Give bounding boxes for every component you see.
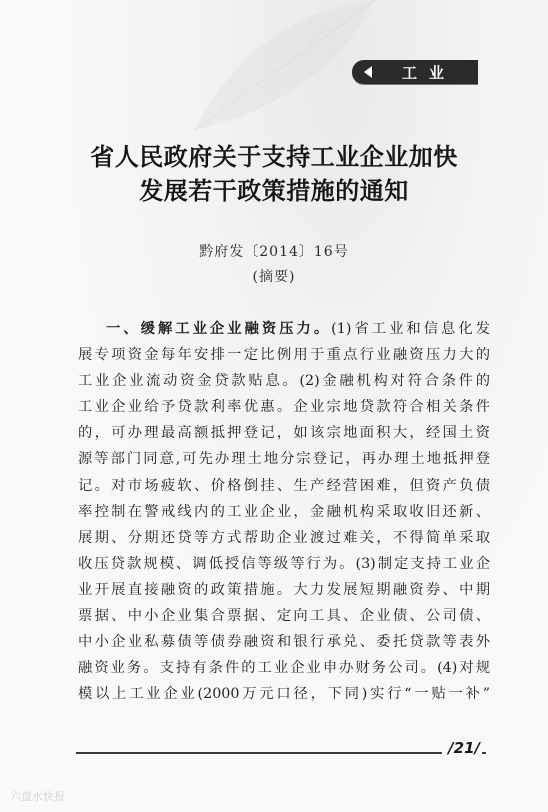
- body-line: 融资业务。支持有条件的工业企业申办财务公司。(4)对规: [78, 660, 490, 677]
- page-number: /21/: [442, 739, 482, 757]
- body-line: 模以上工业企业(2000万元口径，下同)实行“一贴一补”: [78, 686, 490, 703]
- body-line: 的，可办理最高额抵押登记，如该宗地面积大，经国土资: [78, 425, 490, 442]
- document-title: [0, 140, 548, 208]
- section-heading: 一、缓解工业企业融资压力。: [106, 321, 332, 337]
- body-line: [78, 316, 490, 342]
- body-line: 记。对市场疲软、价格倒挂、生产经营困难，但资产负债: [78, 477, 490, 494]
- title-line-2: 发展若干政策措施的通知: [139, 176, 409, 205]
- footer-rule: [76, 752, 486, 754]
- abstract-label: (摘要): [252, 269, 296, 285]
- body-line: 率控制在警戒线内的工业企业，金融机构采取收旧还新、: [78, 503, 490, 520]
- section-tag: [352, 60, 478, 84]
- document-number: 黔府发〔2014〕16号: [199, 244, 349, 260]
- title-line-1: 省人民政府关于支持工业企业加快: [90, 142, 458, 171]
- page-number-value: 21: [453, 739, 475, 757]
- body-line: 工业企业给予贷款利率优惠。企业宗地贷款符合相关条件: [78, 399, 490, 416]
- watermark: 六盘水快报: [10, 790, 65, 803]
- left-arrow-icon: [364, 66, 372, 78]
- body-line: 收压贷款规模、调低授信等级等行为。(3)制定支持工业企: [78, 555, 490, 572]
- body-line: 业开展直接融资的政策措施。大力发展短期融资券、中期: [78, 581, 490, 598]
- body-line: 展专项资金每年安排一定比例用于重点行业融资压力大的: [78, 347, 490, 364]
- body-line-text: (1)省工业和信息化发: [331, 321, 490, 337]
- body-line: 中小企业私募债等债券融资和银行承兑、委托贷款等表外: [78, 634, 490, 651]
- section-tag-label: 工业: [402, 63, 457, 82]
- body-text: [78, 316, 490, 707]
- body-line: 展期、分期还贷等方式帮助企业渡过难关，不得简单采取: [78, 529, 490, 546]
- body-line: 源等部门同意,可先办理土地分宗登记，再办理土地抵押登: [78, 451, 490, 468]
- body-line: 工业企业流动资金贷款贴息。(2)金融机构对符合条件的: [78, 373, 490, 390]
- body-line: 票据、中小企业集合票据、定向工具、企业债、公司债、: [78, 608, 490, 625]
